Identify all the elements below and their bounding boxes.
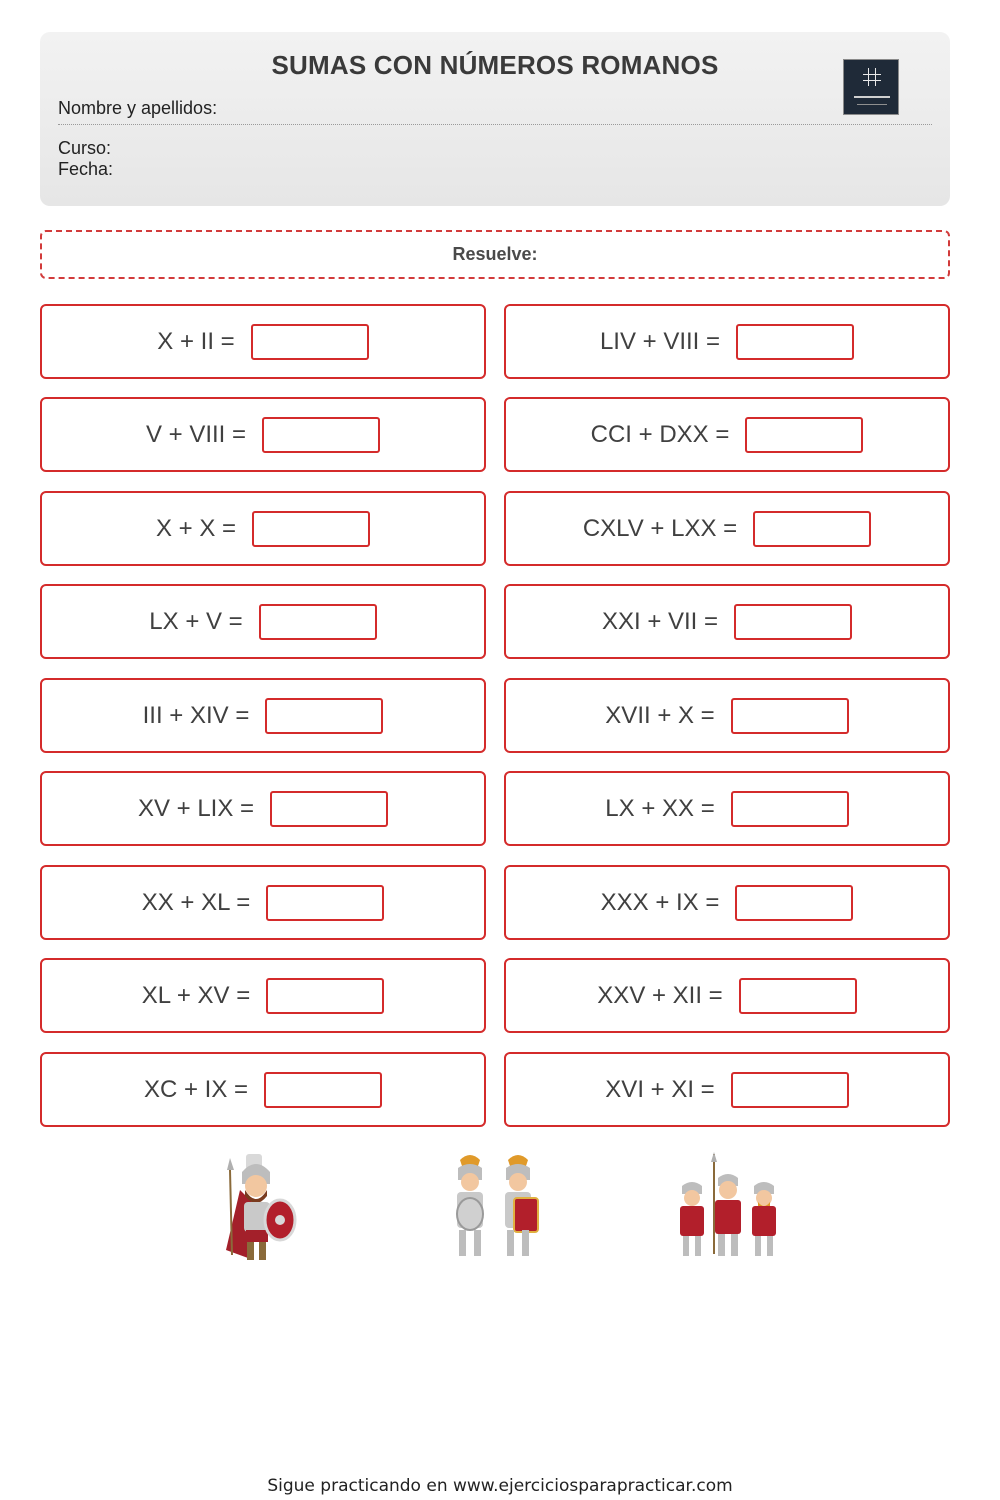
answer-box[interactable] [266,885,384,921]
tic-tac-toe-icon [863,68,881,86]
answer-box[interactable] [259,604,377,640]
exercise-card [40,397,486,472]
page-title: SUMAS CON NÚMEROS ROMANOS [271,50,719,80]
exercise-card [504,397,950,472]
answer-box[interactable] [252,511,370,547]
exercise-card [504,771,950,846]
exercise-card [40,771,486,846]
exercise-expression: X + X = [155,514,237,542]
exercise-expression: CCI + DXX = [590,420,730,448]
worksheet-header [40,32,950,206]
exercise-expression: XXV + XII = [597,981,723,1009]
exercise-card [504,678,950,753]
exercise-expression: LIV + VIII = [599,327,721,355]
exercise-expression: III + XIV = [142,701,250,729]
answer-box[interactable] [731,791,849,827]
exercise-card [504,491,950,566]
roman-soldiers-pair-illustration [448,1150,544,1262]
answer-box[interactable] [753,511,871,547]
exercise-expression: XC + IX = [143,1075,249,1103]
answer-box[interactable] [734,604,852,640]
exercise-card [40,865,486,940]
exercise-expression: LX + V = [149,607,243,635]
answer-box[interactable] [265,698,383,734]
exercise-card [40,304,486,379]
answer-box[interactable] [735,885,853,921]
exercise-expression: XV + LIX = [137,794,255,822]
exercise-expression: X + II = [157,327,235,355]
answer-box[interactable] [266,978,384,1014]
exercise-expression: XXI + VII = [601,607,719,635]
instructions-box: Resuelve: [40,230,950,279]
exercise-card [40,958,486,1033]
exercise-card [504,584,950,659]
exercise-expression: XVII + X = [605,701,715,729]
footer-text: Sigue practicando en www.ejerciciosparapracticar.com [267,1476,733,1496]
answer-box[interactable] [270,791,388,827]
exercise-card [504,304,950,379]
course-label: Curso: [58,138,112,158]
answer-box[interactable] [745,417,863,453]
answer-box[interactable] [731,698,849,734]
exercise-card [504,1052,950,1127]
exercise-expression: XL + XV = [141,981,251,1009]
date-label: Fecha: [58,159,114,179]
exercise-card [40,491,486,566]
answer-box[interactable] [251,324,369,360]
exercise-card [40,584,486,659]
exercise-card [504,865,950,940]
exercise-expression: CXLV + LXX = [582,514,738,542]
logo [843,59,899,115]
exercise-expression: XVI + XI = [605,1075,715,1103]
exercise-expression: XXX + IX = [600,888,720,916]
roman-soldiers-trio-illustration [672,1150,784,1262]
answer-box[interactable] [262,417,380,453]
answer-box[interactable] [736,324,854,360]
exercise-expression: LX + XX = [605,794,715,822]
exercise-expression: V + VIII = [145,420,247,448]
name-line [58,124,932,125]
roman-soldier-illustration [218,1150,302,1266]
answer-box[interactable] [739,978,857,1014]
exercise-card [40,1052,486,1127]
exercise-expression: XX + XL = [141,888,251,916]
exercise-card [40,678,486,753]
answer-box[interactable] [264,1072,382,1108]
name-label: Nombre y apellidos: [58,98,218,118]
exercise-card [504,958,950,1033]
answer-box[interactable] [731,1072,849,1108]
